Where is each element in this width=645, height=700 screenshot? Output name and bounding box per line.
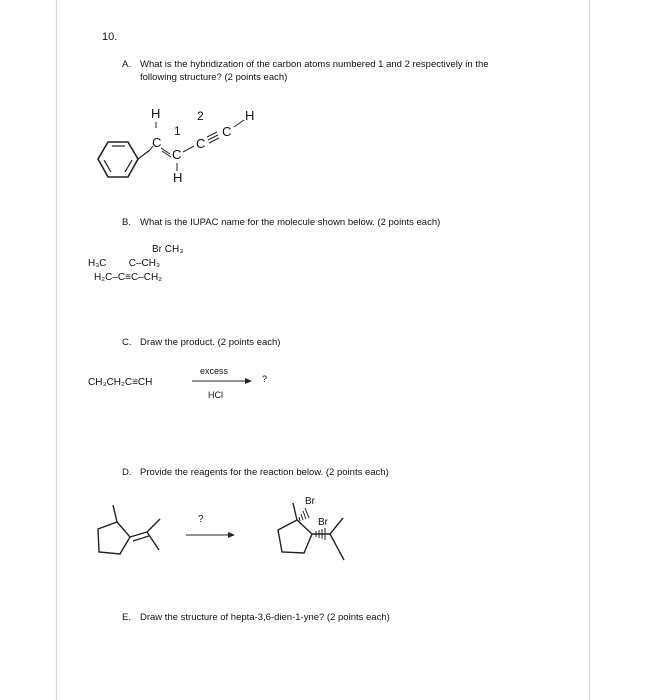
part-b-struct-line1: Br CH₃ (152, 244, 184, 255)
reactant-alkene (98, 505, 160, 554)
part-d-question: Provide the reagents for the reaction below. (2 points each) (140, 467, 389, 478)
label-number-2: 2 (197, 109, 204, 123)
part-e-letter: E. (122, 612, 131, 623)
part-e-question: Draw the structure of hepta-3,6-dien-1-yne? (2 points each) (140, 612, 390, 623)
part-d-arrow-label: ? (198, 514, 204, 525)
part-d-br-right: Br (318, 517, 328, 528)
part-c-reagent-above: excess (200, 366, 229, 376)
part-c-reactant: CH₃CH₂C≡CH (88, 377, 153, 388)
part-c-question: Draw the product. (2 points each) (140, 337, 281, 348)
atom-c2: C (196, 136, 206, 151)
atom-h-bottom: H (173, 170, 183, 185)
part-d-letter: D. (122, 467, 132, 478)
part-b-struct-line3: H₂C–C≡C–CH₂ (94, 272, 163, 283)
product-dibromide (278, 503, 344, 560)
part-d-br-top: Br (305, 496, 315, 507)
part-a-question-line2: following structure? (2 points each) (140, 72, 288, 83)
atom-c-middle: C (172, 147, 182, 162)
question-number: 10. (102, 31, 118, 43)
part-b-struct-line2: H₃C C–CH₃ (88, 258, 161, 269)
atom-c1: C (152, 135, 162, 150)
atom-h-terminal: H (245, 108, 255, 123)
part-a-letter: A. (122, 59, 131, 70)
atom-c-alkyne: C (222, 124, 232, 139)
atom-h-top: H (151, 106, 161, 121)
part-b-question: What is the IUPAC name for the molecule shown below. (2 points each) (140, 217, 441, 228)
part-c-product: ? (262, 374, 268, 384)
part-b-letter: B. (122, 217, 131, 228)
part-c-reagent-below: HCl (208, 390, 223, 400)
label-number-1: 1 (174, 124, 181, 138)
part-c-letter: C. (122, 337, 132, 348)
part-a-question-line1: What is the hybridization of the carbon atoms numbered 1 and 2 respectively in the (140, 59, 489, 70)
